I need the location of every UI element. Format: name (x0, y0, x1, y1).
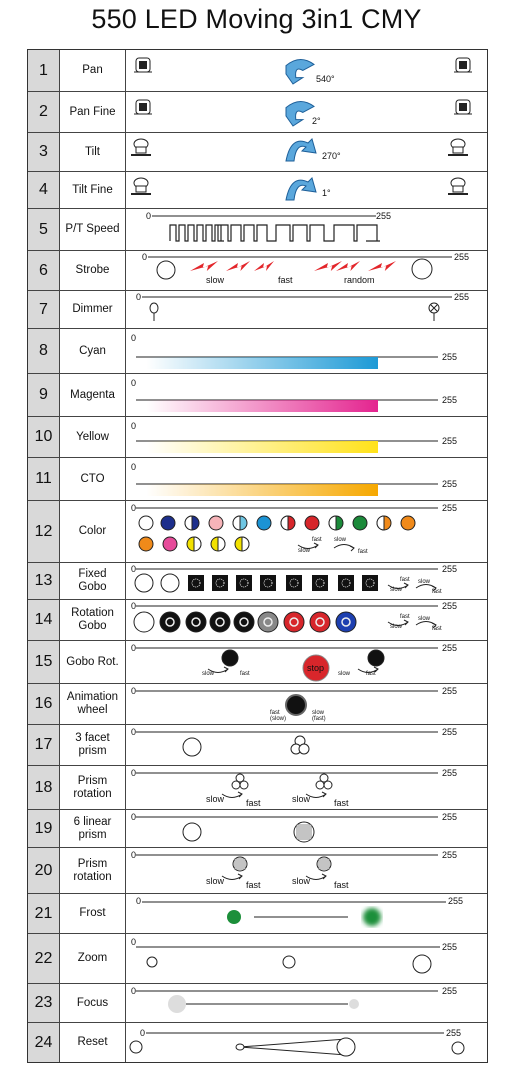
zoom-narrow-icon (147, 957, 157, 967)
color-wheel-slot-icon (257, 516, 271, 530)
value-label: fast (312, 537, 322, 543)
channel-diagram (126, 600, 487, 640)
channel-diagram-svg (126, 641, 487, 683)
channel-row (28, 724, 487, 765)
gobo-icon (312, 575, 328, 591)
value-label: 0 (136, 292, 142, 302)
value-label: 255 (442, 564, 458, 574)
prism-3-facet-icon (291, 736, 309, 754)
value-label: 0 (142, 252, 148, 262)
value-label: slow (418, 579, 431, 585)
channel-number: 18 (28, 766, 60, 809)
channel-diagram-svg (126, 684, 487, 724)
channel-row (28, 290, 487, 328)
frost-on-icon (363, 908, 381, 926)
channel-name: Gobo Rot. (60, 641, 126, 683)
linear-prism-icon (294, 822, 314, 842)
value-label: 0 (131, 686, 137, 696)
page-title: 550 LED Moving 3in1 CMY (91, 4, 422, 34)
value-label: fast (400, 614, 410, 620)
color-gradient-bar (146, 357, 378, 369)
rotation-arrow-icon (286, 101, 314, 126)
channel-diagram-svg (126, 417, 487, 457)
rotation-gobo-icon (134, 612, 154, 632)
channel-name: Frost (60, 894, 126, 933)
channel-diagram (126, 1023, 487, 1062)
channel-number: 4 (28, 172, 60, 208)
channel-diagram-svg (126, 133, 487, 171)
dimmer-closed-icon (150, 303, 158, 321)
value-label: fast (334, 798, 349, 808)
strobe-icon (254, 261, 274, 271)
channel-number: 12 (28, 501, 60, 562)
tilt-fixture-icon (448, 178, 468, 194)
channel-diagram (126, 209, 487, 250)
value-label: 0 (131, 503, 137, 513)
channel-diagram-svg (126, 209, 487, 250)
linear-prism-icon (233, 857, 247, 871)
beam-icon (412, 259, 432, 279)
channel-diagram-svg (126, 1023, 487, 1062)
channel-row (28, 933, 487, 983)
animation-wheel-icon (286, 695, 306, 715)
value-label: fast (278, 275, 293, 285)
tilt-fixture-icon (131, 178, 151, 194)
channel-number: 21 (28, 894, 60, 933)
channel-diagram-svg (126, 172, 487, 208)
value-label: 0 (131, 812, 137, 822)
channel-number: 24 (28, 1023, 60, 1062)
channel-number: 15 (28, 641, 60, 683)
frost-off-icon (227, 910, 241, 924)
channel-name: Tilt Fine (60, 172, 126, 208)
channel-diagram-svg (126, 92, 487, 132)
channel-name: Yellow (60, 417, 126, 457)
channel-name: Color (60, 501, 126, 562)
channel-diagram (126, 641, 487, 683)
channel-number: 14 (28, 600, 60, 640)
arrow-head (350, 546, 354, 551)
channel-diagram (126, 329, 487, 373)
gobo-icon (236, 575, 252, 591)
tilt-fixture-icon (131, 139, 151, 155)
value-label: fast (366, 671, 376, 677)
channel-name: Focus (60, 984, 126, 1022)
channel-name: Strobe (60, 251, 126, 290)
color-wheel-slot-icon (211, 537, 225, 551)
channel-diagram (126, 563, 487, 599)
channel-diagram (126, 172, 487, 208)
channel-row (28, 599, 487, 640)
channel-row (28, 683, 487, 724)
channel-diagram (126, 810, 487, 847)
value-label: slow (206, 794, 225, 804)
speed-waveform (170, 225, 380, 241)
color-wheel-slot-icon (233, 516, 247, 530)
channel-name: Tilt (60, 133, 126, 171)
value-label: 255 (442, 601, 458, 611)
channel-name: Prism rotation (60, 848, 126, 893)
gobo-icon (212, 575, 228, 591)
value-label: slow (292, 876, 311, 886)
channel-number: 9 (28, 374, 60, 416)
tilt-arrow-icon (286, 139, 316, 161)
channel-diagram (126, 458, 487, 500)
channel-diagram-svg (126, 50, 487, 91)
strobe-icon (314, 261, 342, 271)
channel-diagram-svg (126, 848, 487, 893)
channel-diagram-svg (126, 725, 487, 765)
channel-row (28, 500, 487, 562)
channel-name: Pan Fine (60, 92, 126, 132)
channel-name: Dimmer (60, 291, 126, 328)
rotation-gobo-icon (284, 612, 304, 632)
value-label: slow (298, 548, 311, 554)
channel-name: Animation wheel (60, 684, 126, 724)
value-label: 270° (322, 151, 341, 161)
channel-diagram-svg (126, 810, 487, 847)
channel-row (28, 893, 487, 933)
channel-row (28, 640, 487, 683)
channel-diagram-svg (126, 251, 487, 290)
tilt-fixture-icon (448, 139, 468, 155)
strobe-icon (226, 261, 250, 271)
value-label: 255 (442, 768, 458, 778)
gobo-icon (368, 650, 384, 666)
gobo-icon (362, 575, 378, 591)
channel-diagram (126, 417, 487, 457)
color-wheel-slot-icon (401, 516, 415, 530)
channel-diagram (126, 766, 487, 809)
channel-row (28, 457, 487, 500)
color-wheel-slot-icon (163, 537, 177, 551)
channel-diagram (126, 934, 487, 983)
channel-number: 7 (28, 291, 60, 328)
channel-number: 20 (28, 848, 60, 893)
value-label: slow (390, 624, 403, 630)
prism-3-facet-icon (232, 774, 248, 789)
channel-diagram-svg (126, 984, 487, 1022)
channel-name: P/T Speed (60, 209, 126, 250)
channel-diagram-svg (126, 329, 487, 373)
value-label: slow (206, 275, 225, 285)
value-label: 0 (146, 211, 152, 221)
prism-3-facet-icon (316, 774, 332, 789)
fixture-icon (134, 58, 152, 72)
channel-row (28, 416, 487, 457)
channel-row (28, 208, 487, 250)
channel-diagram (126, 501, 487, 562)
value-label: fast (240, 671, 250, 677)
channel-number: 22 (28, 934, 60, 983)
reset-cone-icon (236, 1038, 355, 1056)
gobo-icon (260, 575, 276, 591)
channel-name: Reset (60, 1023, 126, 1062)
value-label: 1° (322, 188, 331, 198)
dimmer-open-icon (429, 303, 439, 321)
value-label: 255 (442, 812, 458, 822)
color-gradient-bar (146, 400, 378, 412)
dmx-channel-table (27, 49, 488, 1063)
color-wheel-slot-icon (235, 537, 249, 551)
value-label: 0 (136, 896, 142, 906)
channel-row (28, 91, 487, 132)
channel-row (28, 1022, 487, 1062)
channel-diagram-svg (126, 600, 487, 640)
value-label: fast (432, 589, 442, 595)
value-label: slow (206, 876, 225, 886)
value-label: 255 (376, 211, 392, 221)
value-label: 255 (442, 727, 458, 737)
value-label: 255 (442, 686, 458, 696)
channel-number: 6 (28, 251, 60, 290)
value-label: slow (292, 794, 311, 804)
value-label: random (344, 275, 375, 285)
channel-diagram (126, 684, 487, 724)
channel-row (28, 983, 487, 1022)
channel-diagram-svg (126, 374, 487, 416)
beam-icon (157, 261, 175, 279)
value-label: 255 (442, 352, 458, 362)
rotation-gobo-icon (336, 612, 356, 632)
value-label: fast (358, 549, 368, 555)
value-label: 0 (131, 768, 137, 778)
value-label: fast (334, 880, 349, 890)
value-label: fast (432, 626, 442, 632)
rotation-gobo-icon (310, 612, 330, 632)
color-wheel-slot-icon (377, 516, 391, 530)
value-label: 255 (442, 643, 458, 653)
channel-name: Fixed Gobo (60, 563, 126, 599)
channel-number: 1 (28, 50, 60, 91)
value-label: 0 (131, 601, 137, 611)
channel-name: Prism rotation (60, 766, 126, 809)
gobo-icon (286, 575, 302, 591)
rotation-gobo-icon (160, 612, 180, 632)
reset-start-icon (130, 1041, 142, 1053)
value-label: 255 (442, 395, 458, 405)
gobo-icon (161, 574, 179, 592)
channel-row (28, 171, 487, 208)
channel-name: Zoom (60, 934, 126, 983)
focus-soft-icon (168, 995, 186, 1013)
color-wheel-slot-icon (139, 516, 153, 530)
channel-row (28, 50, 487, 91)
value-label: slow (338, 671, 351, 677)
channel-diagram (126, 374, 487, 416)
gobo-icon (135, 574, 153, 592)
value-label: slow (418, 616, 431, 622)
channel-name: Rotation Gobo (60, 600, 126, 640)
value-label: (slow) (270, 716, 286, 722)
color-wheel-slot-icon (329, 516, 343, 530)
color-wheel-slot-icon (353, 516, 367, 530)
value-label: 0 (131, 850, 137, 860)
color-wheel-slot-icon (139, 537, 153, 551)
value-label: 0 (131, 937, 137, 947)
channel-diagram (126, 251, 487, 290)
rotation-gobo-icon (258, 612, 278, 632)
channel-diagram-svg (126, 894, 487, 933)
channel-diagram (126, 92, 487, 132)
beam-icon (183, 738, 201, 756)
channel-number: 23 (28, 984, 60, 1022)
channel-number: 11 (28, 458, 60, 500)
rotation-gobo-icon (210, 612, 230, 632)
value-label: 255 (446, 1028, 462, 1038)
value-label: 255 (448, 896, 464, 906)
rotation-gobo-icon (234, 612, 254, 632)
value-label: 255 (442, 850, 458, 860)
color-wheel-slot-icon (161, 516, 175, 530)
value-label: fast (246, 880, 261, 890)
rotation-gobo-icon (186, 612, 206, 632)
channel-number: 16 (28, 684, 60, 724)
value-label: 255 (454, 252, 470, 262)
channel-diagram (126, 848, 487, 893)
channel-number: 5 (28, 209, 60, 250)
value-label: fast (400, 577, 410, 583)
channel-number: 8 (28, 329, 60, 373)
channel-number: 10 (28, 417, 60, 457)
color-wheel-slot-icon (187, 537, 201, 551)
channel-diagram-svg (126, 934, 487, 983)
gobo-icon (188, 575, 204, 591)
value-label: stop (307, 663, 325, 673)
channel-number: 17 (28, 725, 60, 765)
color-wheel-slot-icon (305, 516, 319, 530)
channel-row (28, 328, 487, 373)
value-label: slow (312, 710, 325, 716)
channel-row (28, 765, 487, 809)
gobo-icon (338, 575, 354, 591)
value-label: fast (270, 710, 280, 716)
channel-diagram (126, 984, 487, 1022)
value-label: 0 (131, 986, 137, 996)
rotation-arrow-icon (286, 59, 314, 84)
focus-sharp-icon (349, 999, 359, 1009)
zoom-mid-icon (283, 956, 295, 968)
value-label: 255 (442, 436, 458, 446)
strobe-icon (368, 261, 396, 271)
channel-number: 2 (28, 92, 60, 132)
channel-name: 3 facet prism (60, 725, 126, 765)
value-label: 0 (131, 643, 137, 653)
value-label: 0 (131, 421, 137, 431)
value-label: 255 (442, 986, 458, 996)
channel-number: 19 (28, 810, 60, 847)
value-label: fast (246, 798, 261, 808)
channel-diagram (126, 894, 487, 933)
strobe-icon (190, 261, 218, 271)
value-label: slow (334, 537, 347, 543)
gobo-icon (222, 650, 238, 666)
color-wheel-slot-icon (185, 516, 199, 530)
value-label: slow (390, 587, 403, 593)
fixture-icon (134, 100, 152, 114)
channel-number: 13 (28, 563, 60, 599)
beam-icon (183, 823, 201, 841)
channel-diagram (126, 133, 487, 171)
fixture-icon (454, 58, 472, 72)
value-label: (fast) (312, 716, 326, 722)
channel-name: Pan (60, 50, 126, 91)
value-label: 0 (131, 378, 137, 388)
value-label: 540° (316, 74, 335, 84)
zoom-wide-icon (413, 955, 431, 973)
channel-diagram-svg (126, 291, 487, 328)
color-gradient-bar (146, 441, 378, 453)
value-label: 255 (454, 292, 470, 302)
channel-row (28, 809, 487, 847)
tilt-arrow-icon (286, 178, 316, 200)
color-wheel-slot-icon (281, 516, 295, 530)
value-label: 0 (140, 1028, 146, 1038)
channel-diagram-svg (126, 458, 487, 500)
channel-row (28, 847, 487, 893)
channel-row (28, 132, 487, 171)
value-label: 255 (442, 503, 458, 513)
channel-number: 3 (28, 133, 60, 171)
channel-name: CTO (60, 458, 126, 500)
channel-name: Magenta (60, 374, 126, 416)
value-label: 0 (131, 462, 137, 472)
reset-end-icon (452, 1042, 464, 1054)
value-label: 0 (131, 727, 137, 737)
color-wheel-slot-icon (209, 516, 223, 530)
value-label: 0 (131, 564, 137, 574)
value-label: slow (202, 671, 215, 677)
fixture-icon (454, 100, 472, 114)
value-label: 0 (131, 333, 137, 343)
value-label: 255 (442, 479, 458, 489)
channel-row (28, 250, 487, 290)
channel-row (28, 373, 487, 416)
channel-name: 6 linear prism (60, 810, 126, 847)
value-label: 255 (442, 942, 458, 952)
channel-diagram (126, 291, 487, 328)
channel-diagram (126, 50, 487, 91)
color-gradient-bar (146, 484, 378, 496)
linear-prism-icon (317, 857, 331, 871)
value-label: 2° (312, 116, 321, 126)
channel-row (28, 562, 487, 599)
channel-name: Cyan (60, 329, 126, 373)
channel-diagram (126, 725, 487, 765)
